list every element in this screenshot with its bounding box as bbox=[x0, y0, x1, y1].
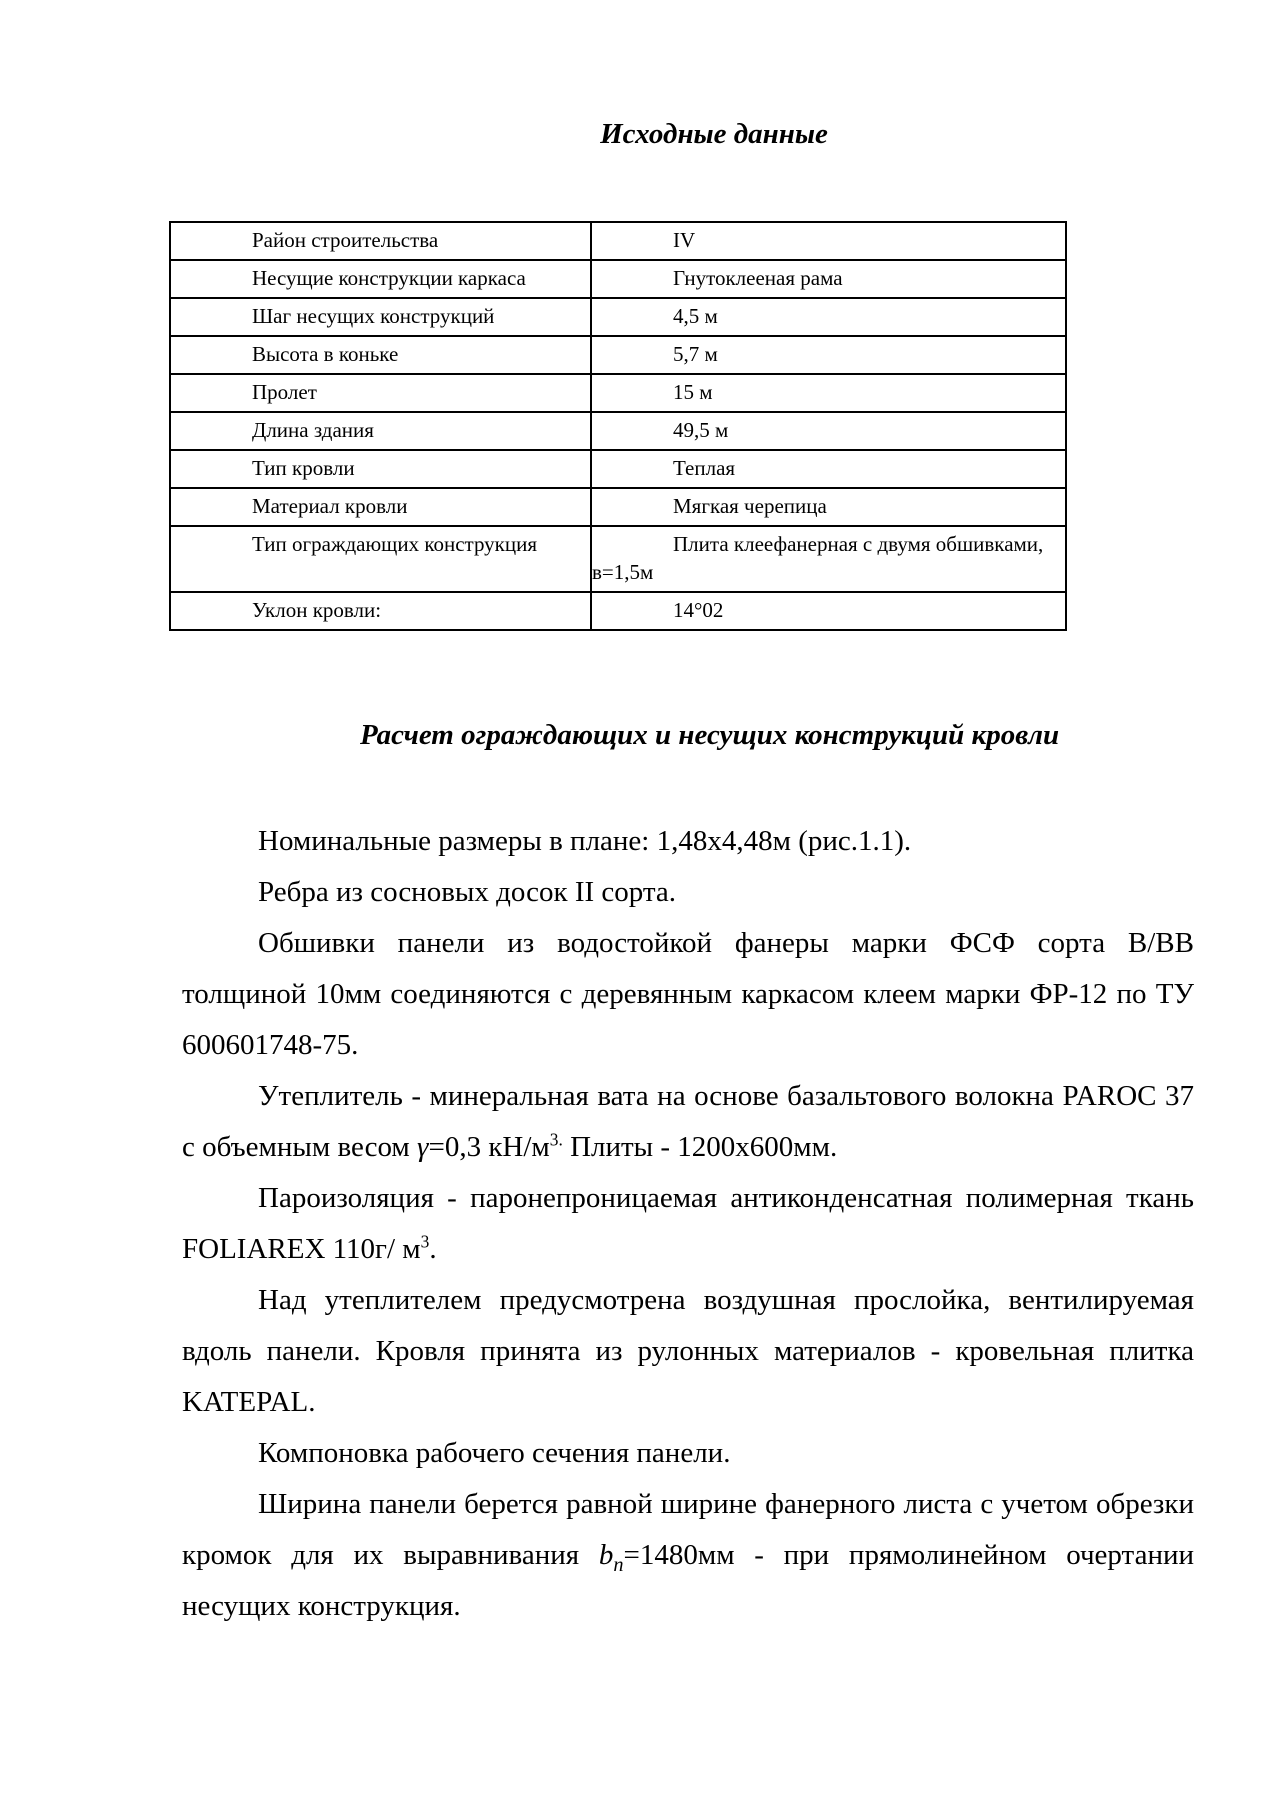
table-row bbox=[170, 260, 1066, 298]
row-label: Длина здания bbox=[170, 412, 591, 450]
row-value: IV bbox=[591, 222, 1066, 260]
table-row bbox=[170, 450, 1066, 488]
row-label: Тип ограждающих конструкция bbox=[170, 526, 591, 592]
row-label: Несущие конструкции каркаса bbox=[170, 260, 591, 298]
row-label: Пролет bbox=[170, 374, 591, 412]
table-row bbox=[170, 298, 1066, 336]
row-label: Тип кровли bbox=[170, 450, 591, 488]
table-row bbox=[170, 488, 1066, 526]
paragraph-ventilation: Над утеплителем предусмотрена воздушная прослойка, вентилируемая вдоль панели. Кровля принята из рулонных материалов - кровельная плитка KATEPAL. bbox=[182, 1284, 1194, 1418]
parameters-table bbox=[169, 221, 1067, 631]
paragraph-vapor-barrier: Пароизоляция - паронепроницаемая антиконденсатная полимерная ткань FOLIAREX 110г/ $м^3$. bbox=[182, 1182, 1194, 1265]
paragraph-ribs: Ребра из сосновых досок II сорта. bbox=[258, 876, 677, 908]
body-text bbox=[182, 816, 1194, 1632]
row-value: Теплая bbox=[591, 450, 1066, 488]
table-row bbox=[170, 592, 1066, 630]
row-value: 15 м bbox=[591, 374, 1066, 412]
table-row bbox=[170, 222, 1066, 260]
row-value: 4,5 м bbox=[591, 298, 1066, 336]
row-label: Шаг несущих конструкций bbox=[170, 298, 591, 336]
row-value: 5,7 м bbox=[591, 336, 1066, 374]
table-row bbox=[170, 374, 1066, 412]
row-value: Гнутоклееная рама bbox=[591, 260, 1066, 298]
row-label: Материал кровли bbox=[170, 488, 591, 526]
table-row bbox=[170, 526, 1066, 592]
row-label: Высота в коньке bbox=[170, 336, 591, 374]
row-label: Район строительства bbox=[170, 222, 591, 260]
row-value: Мягкая черепица bbox=[591, 488, 1066, 526]
row-value: 14°02 bbox=[591, 592, 1066, 630]
table-row bbox=[170, 412, 1066, 450]
paragraph-dimensions: Номинальные размеры в плане: 1,48х4,48м (рис.1.1). bbox=[258, 825, 912, 857]
row-label: Уклон кровли: bbox=[170, 592, 591, 630]
page-heading: Исходные данные bbox=[600, 118, 828, 150]
table-row bbox=[170, 336, 1066, 374]
row-value: 49,5 м bbox=[591, 412, 1066, 450]
paragraph-sheathing: Обшивки панели из водостойкой фанеры марки ФСФ сорта В/ВВ толщиной 10мм соединяются с деревянным каркасом клеем марки ФР-12 по ТУ 600601748-75. bbox=[182, 927, 1194, 1061]
paragraph-insulation: Утеплитель - минеральная вата на основе базальтового волокна PAROC 37 с объемным весом γ=0,3 $кН/м^{3.}$ Плиты - 1200х600мм. bbox=[182, 1080, 1194, 1163]
paragraph-panel-width: Ширина панели берется равной ширине фанерного листа с учетом обрезки кромок для их выравнивания $b_n=1480мм$ - при прямолинейном очертании несущих конструкция. bbox=[182, 1488, 1194, 1622]
row-value: Плита клеефанерная с двумя обшивками, в=1,5м bbox=[591, 526, 1066, 592]
section-title: Расчет ограждающих и несущих конструкций кровли bbox=[360, 719, 1060, 751]
paragraph-layout: Компоновка рабочего сечения панели. bbox=[258, 1437, 731, 1469]
